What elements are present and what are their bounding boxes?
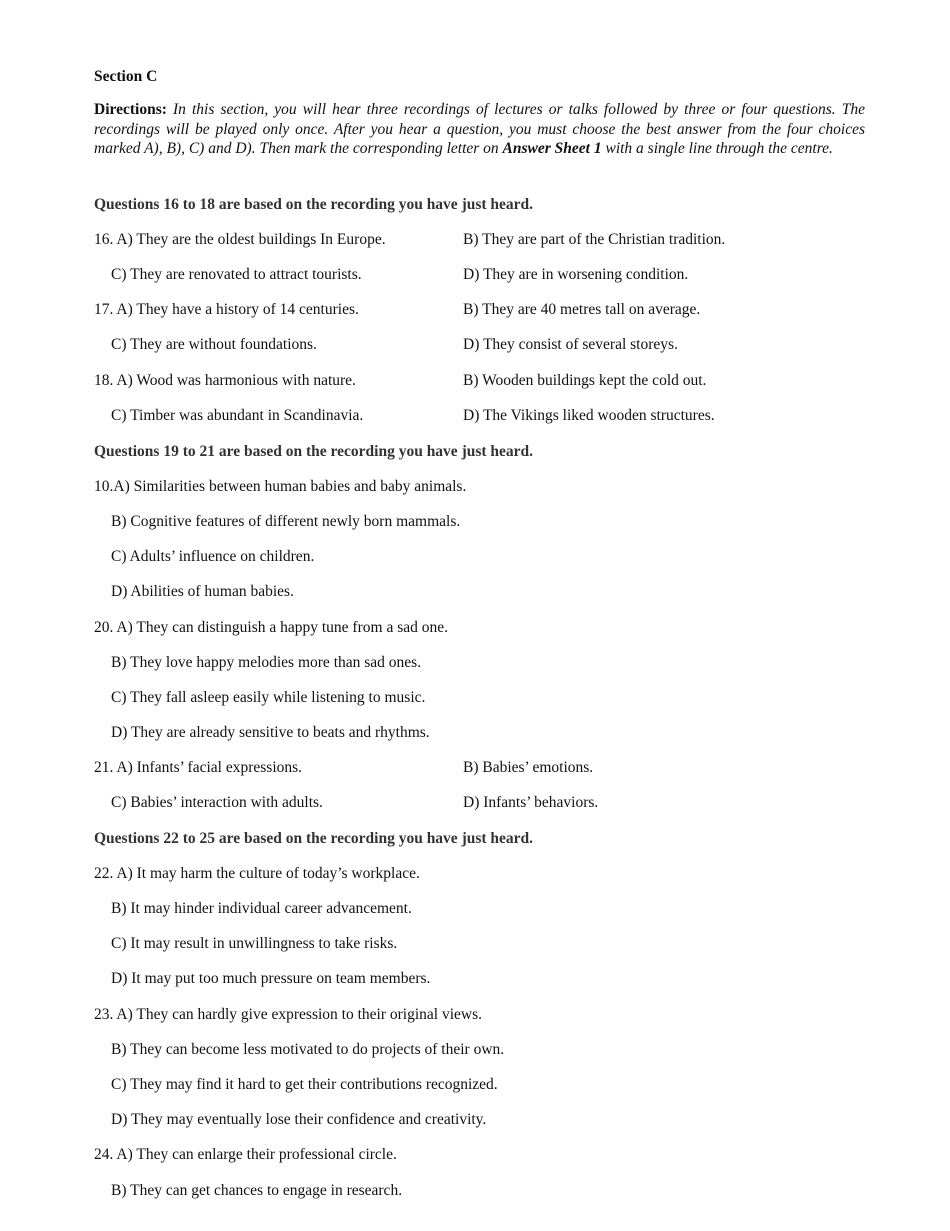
question-17-option-a: 17. A) They have a history of 14 centuries. — [94, 301, 359, 318]
question-22-option-a: 22. A) It may harm the culture of today’s workplace. — [94, 865, 420, 882]
question-18-option-c: C) Timber was abundant in Scandinavia. — [111, 407, 364, 424]
directions-text: In this section, you will hear three recordings of lectures or talks followed by three or four questions. The recordings will be played only once. After you hear a question, you must choose the best answer from the four choices marked A), B), C) and D). Then mark the corresponding letter on — [94, 101, 865, 157]
question-20-option-c: C) They fall asleep easily while listening to music. — [111, 689, 426, 706]
question-21-option-b: B) Babies’ emotions. — [463, 759, 594, 776]
question-20-option-a: 20. A) They can distinguish a happy tune from a sad one. — [94, 619, 448, 636]
question-24-option-a: 24. A) They can enlarge their professional circle. — [94, 1146, 397, 1163]
section-title: Section C — [94, 68, 158, 85]
question-21-option-c: C) Babies’ interaction with adults. — [111, 794, 323, 811]
question-17-option-c: C) They are without foundations. — [111, 336, 317, 353]
group-heading: Questions 16 to 18 are based on the recording you have just heard. — [94, 196, 534, 213]
group-heading: Questions 19 to 21 are based on the recording you have just heard. — [94, 443, 534, 460]
directions-label: Directions: — [94, 101, 167, 118]
question-17-option-b: B) They are 40 metres tall on average. — [463, 301, 701, 318]
question-20-option-b: B) They love happy melodies more than sad ones. — [111, 654, 422, 671]
question-24-option-b: B) They can get chances to engage in research. — [111, 1182, 403, 1199]
question-23-option-a: 23. A) They can hardly give expression to their original views. — [94, 1006, 482, 1023]
question-23-option-c: C) They may find it hard to get their contributions recognized. — [111, 1076, 498, 1093]
directions-text-end: with a single line through the centre. — [605, 140, 833, 157]
question-21-option-a: 21. A) Infants’ facial expressions. — [94, 759, 303, 776]
question-19-option-a: 10.A) Similarities between human babies and baby animals. — [94, 478, 467, 495]
question-16-option-b: B) They are part of the Christian tradition. — [463, 231, 726, 248]
question-17-option-d: D) They consist of several storeys. — [463, 336, 678, 353]
question-18-option-a: 18. A) Wood was harmonious with nature. — [94, 372, 356, 389]
question-20-option-d: D) They are already sensitive to beats and rhythms. — [111, 724, 430, 741]
directions — [94, 100, 865, 159]
question-16-option-c: C) They are renovated to attract tourists. — [111, 266, 362, 283]
group-heading: Questions 22 to 25 are based on the recording you have just heard. — [94, 830, 534, 847]
question-21-option-d: D) Infants’ behaviors. — [463, 794, 599, 811]
question-23-option-b: B) They can become less motivated to do projects of their own. — [111, 1041, 505, 1058]
question-18-option-b: B) Wooden buildings kept the cold out. — [463, 372, 707, 389]
question-22-option-d: D) It may put too much pressure on team members. — [111, 970, 431, 987]
question-19-option-c: C) Adults’ influence on children. — [111, 548, 315, 565]
question-16-option-a: 16. A) They are the oldest buildings In Europe. — [94, 231, 386, 248]
question-18-option-d: D) The Vikings liked wooden structures. — [463, 407, 715, 424]
question-16-option-d: D) They are in worsening condition. — [463, 266, 689, 283]
question-22-option-b: B) It may hinder individual career advancement. — [111, 900, 412, 917]
question-19-option-d: D) Abilities of human babies. — [111, 583, 294, 600]
question-23-option-d: D) They may eventually lose their confidence and creativity. — [111, 1111, 487, 1128]
answer-sheet-reference: Answer Sheet 1 — [502, 140, 602, 157]
question-19-option-b: B) Cognitive features of different newly born mammals. — [111, 513, 461, 530]
question-22-option-c: C) It may result in unwillingness to take risks. — [111, 935, 398, 952]
